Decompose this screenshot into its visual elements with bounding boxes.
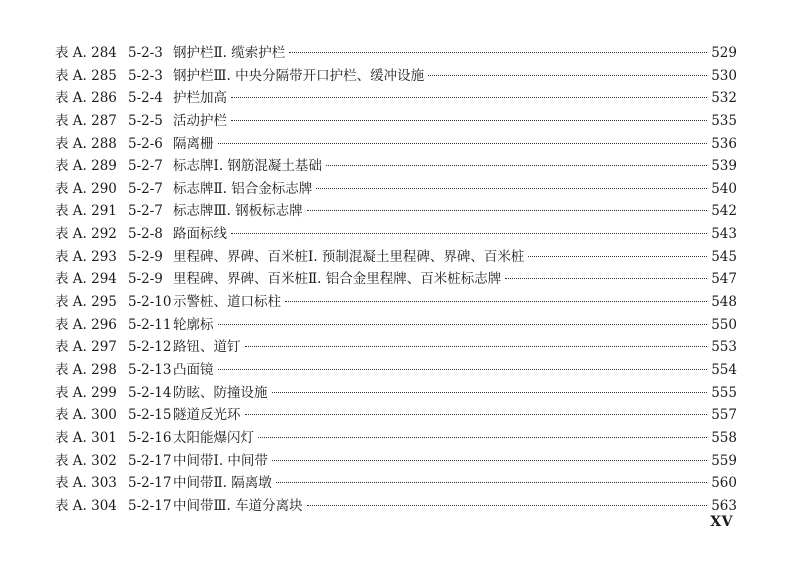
entry-title: 隧道反光环	[173, 407, 241, 424]
entry-title: 钢护栏Ⅱ. 缆索护栏	[173, 45, 286, 61]
page-number: 550	[711, 316, 737, 333]
section-number: 5-2-5	[128, 112, 163, 129]
section-number: 5-2-7	[128, 180, 163, 197]
page-number: 554	[711, 361, 737, 378]
page-number: 539	[711, 158, 737, 175]
table-number: 表 A. 292	[55, 226, 117, 243]
page-number: 540	[711, 180, 737, 197]
table-number: 表 A. 290	[55, 180, 117, 197]
table-number: 表 A. 288	[55, 135, 117, 152]
dot-leader	[307, 505, 708, 506]
table-number: 表 A. 284	[55, 45, 117, 61]
toc-entry	[55, 246, 737, 269]
table-number: 表 A. 298	[55, 361, 117, 378]
dot-leader	[326, 165, 707, 166]
section-number: 5-2-17	[128, 497, 172, 514]
entry-title: 中间带Ⅱ. 隔离墩	[173, 475, 272, 492]
section-number: 5-2-13	[128, 361, 172, 378]
table-of-contents	[55, 42, 737, 517]
dot-leader	[316, 188, 707, 189]
section-number: 5-2-7	[128, 158, 163, 175]
entry-title: 路钮、道钉	[173, 339, 241, 356]
section-number: 5-2-3	[128, 45, 163, 61]
entry-title: 中间带Ⅲ. 车道分离块	[173, 497, 303, 514]
toc-entry	[55, 268, 737, 291]
page-number: 529	[711, 45, 737, 61]
table-number: 表 A. 295	[55, 294, 117, 311]
page-number: 545	[711, 248, 737, 265]
toc-entry	[55, 382, 737, 405]
toc-entry	[55, 87, 737, 110]
entry-title: 里程碑、界碑、百米桩Ⅱ. 铝合金里程牌、百米桩标志牌	[173, 271, 502, 288]
dot-leader	[231, 120, 707, 121]
section-number: 5-2-4	[128, 90, 163, 107]
page-number: 553	[711, 339, 737, 356]
entry-title: 护栏加高	[173, 90, 227, 107]
table-number: 表 A. 301	[55, 429, 117, 446]
table-number: 表 A. 299	[55, 384, 117, 401]
page-number: 532	[711, 90, 737, 107]
toc-entry	[55, 404, 737, 427]
section-number: 5-2-6	[128, 135, 163, 152]
table-number: 表 A. 286	[55, 90, 117, 107]
dot-leader	[276, 482, 707, 483]
dot-leader	[272, 460, 707, 461]
entry-title: 里程碑、界碑、百米桩Ⅰ. 预制混凝土里程碑、界碑、百米桩	[173, 248, 525, 265]
toc-entry	[55, 427, 737, 450]
section-number: 5-2-10	[128, 294, 172, 311]
page-number: 555	[711, 384, 737, 401]
dot-leader	[258, 437, 707, 438]
page-number: 563	[711, 497, 737, 514]
section-number: 5-2-14	[128, 384, 172, 401]
dot-leader	[289, 52, 707, 53]
dot-leader	[505, 278, 707, 279]
section-number: 5-2-17	[128, 475, 172, 492]
entry-title: 防眩、防撞设施	[173, 384, 268, 401]
page-number: 560	[711, 475, 737, 492]
dot-leader	[218, 143, 708, 144]
toc-entry	[55, 133, 737, 156]
section-number: 5-2-9	[128, 248, 163, 265]
entry-title: 标志牌Ⅲ. 钢板标志牌	[173, 203, 303, 220]
table-number: 表 A. 303	[55, 475, 117, 492]
entry-title: 标志牌Ⅱ. 铝合金标志牌	[173, 180, 313, 197]
toc-entry	[55, 291, 737, 314]
toc-entry	[55, 336, 737, 359]
toc-entry	[55, 472, 737, 495]
dot-leader	[231, 97, 707, 98]
section-number: 5-2-11	[128, 316, 172, 333]
dot-leader	[245, 346, 708, 347]
toc-entry	[55, 223, 737, 246]
entry-title: 凸面镜	[173, 361, 214, 378]
page-number: 548	[711, 294, 737, 311]
page-number: 557	[711, 407, 737, 424]
page-number: 558	[711, 429, 737, 446]
table-number: 表 A. 291	[55, 203, 117, 220]
entry-title: 示警桩、道口标柱	[173, 294, 281, 311]
page-number: 547	[711, 271, 737, 288]
dot-leader	[285, 301, 707, 302]
page-number: 559	[711, 452, 737, 469]
page-number: 542	[711, 203, 737, 220]
toc-entry	[55, 155, 737, 178]
table-number: 表 A. 293	[55, 248, 117, 265]
toc-entry	[55, 178, 737, 201]
toc-entry	[55, 110, 737, 133]
dot-leader	[528, 256, 707, 257]
page-number: 535	[711, 112, 737, 129]
section-number: 5-2-9	[128, 271, 163, 288]
entry-title: 钢护栏Ⅲ. 中央分隔带开口护栏、缓冲设施	[173, 67, 425, 84]
table-number: 表 A. 300	[55, 407, 117, 424]
table-number: 表 A. 297	[55, 339, 117, 356]
toc-entry	[55, 65, 737, 88]
page-number: 536	[711, 135, 737, 152]
dot-leader	[231, 233, 707, 234]
entry-title: 太阳能爆闪灯	[173, 429, 254, 446]
section-number: 5-2-15	[128, 407, 172, 424]
toc-entry	[55, 42, 737, 65]
table-number: 表 A. 302	[55, 452, 117, 469]
table-number: 表 A. 289	[55, 158, 117, 175]
section-number: 5-2-12	[128, 339, 172, 356]
section-number: 5-2-8	[128, 226, 163, 243]
section-number: 5-2-16	[128, 429, 172, 446]
page-folio: XV	[710, 514, 733, 530]
toc-entry	[55, 200, 737, 223]
table-number: 表 A. 294	[55, 271, 117, 288]
toc-entry	[55, 359, 737, 382]
page-number: 530	[711, 67, 737, 84]
dot-leader	[307, 210, 708, 211]
table-number: 表 A. 296	[55, 316, 117, 333]
entry-title: 隔离栅	[173, 135, 214, 152]
dot-leader	[272, 392, 708, 393]
entry-title: 轮廓标	[173, 316, 214, 333]
table-number: 表 A. 304	[55, 497, 117, 514]
dot-leader	[218, 324, 708, 325]
dot-leader	[218, 369, 708, 370]
dot-leader	[245, 414, 708, 415]
page-number: 543	[711, 226, 737, 243]
toc-entry	[55, 314, 737, 337]
toc-entry	[55, 495, 737, 518]
table-number: 表 A. 285	[55, 67, 117, 84]
section-number: 5-2-3	[128, 67, 163, 84]
dot-leader	[428, 75, 707, 76]
toc-entry	[55, 450, 737, 473]
entry-title: 活动护栏	[173, 112, 227, 129]
table-number: 表 A. 287	[55, 112, 117, 129]
section-number: 5-2-7	[128, 203, 163, 220]
section-number: 5-2-17	[128, 452, 172, 469]
entry-title: 标志牌Ⅰ. 钢筋混凝土基础	[173, 158, 322, 175]
entry-title: 路面标线	[173, 226, 227, 243]
entry-title: 中间带Ⅰ. 中间带	[173, 452, 268, 469]
